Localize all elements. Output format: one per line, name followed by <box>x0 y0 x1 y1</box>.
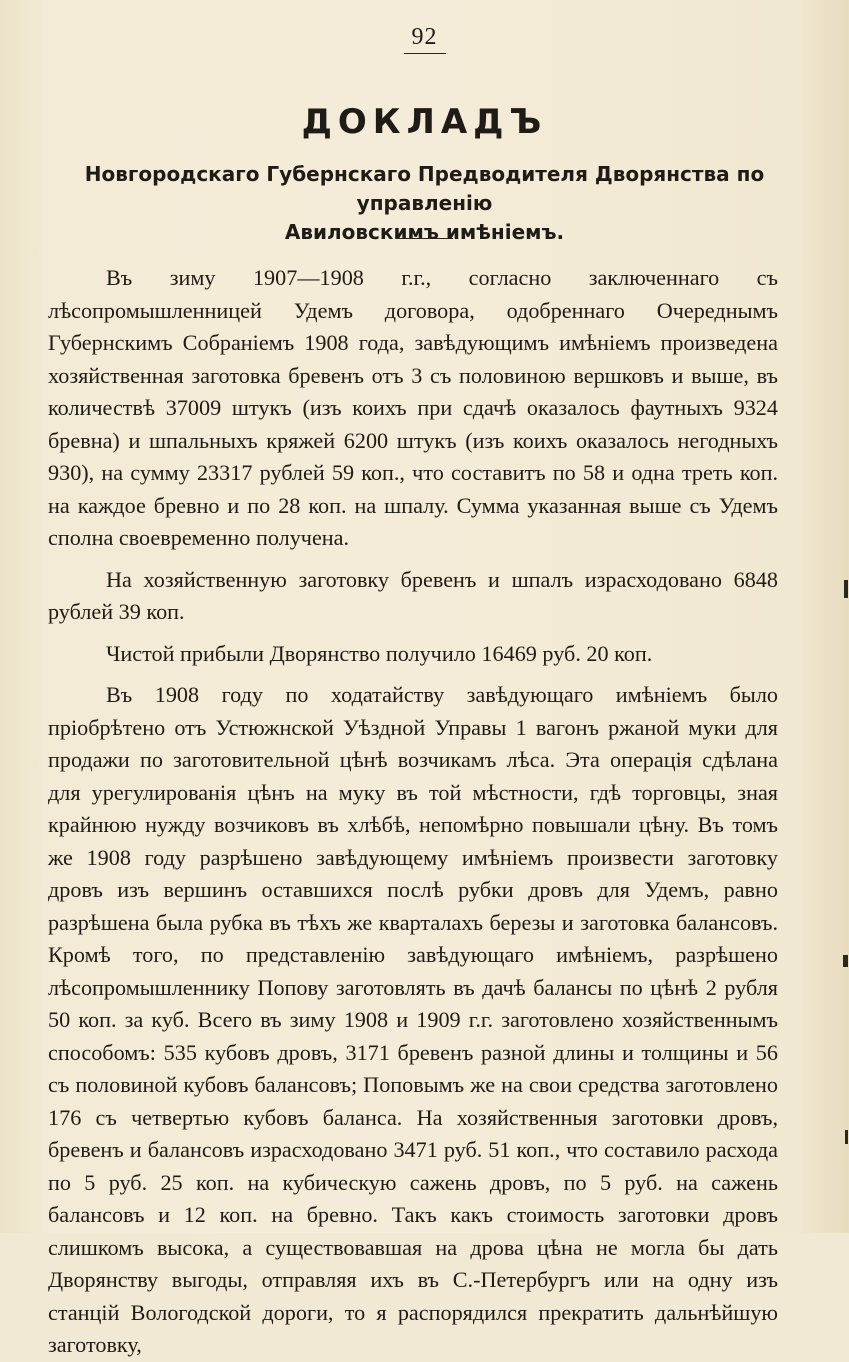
subtitle-line-1: Новгородскаго Губернскаго Предводителя Дворянства по управленію <box>84 162 765 215</box>
title-divider <box>397 238 453 239</box>
page-number <box>0 24 849 54</box>
paragraph: Въ зиму 1907—1908 г.г., согласно заключеннаго съ лѣсопромышленницей Удемъ договора, одобреннаго Очереднымъ Губернскимъ Собраніемъ 1908 года, завѣдующимъ имѣніемъ произведена хозяйственная заготовка бревенъ отъ 3 съ половиною вершковъ и выше, въ количествѣ 37009 штукъ (изъ коихъ при сдачѣ оказалось фаутныхъ 9324 бревна) и шпальныхъ кряжей 6200 штукъ (изъ коихъ оказалось негодныхъ 930), на сумму 23317 рублей 59 коп., что составитъ по 58 и одна треть коп. на каждое бревно и по 28 коп. на шпалу. Сумма указанная выше съ Удемъ сполна своевременно получена. <box>48 265 778 550</box>
paragraph: На хозяйственную заготовку бревенъ и шпалъ израсходовано 6848 рублей 39 коп. <box>48 566 778 624</box>
document-title: ДОКЛАДЪ <box>301 102 548 142</box>
paragraph: Въ 1908 году по ходатайству завѣдующаго имѣніемъ было пріобрѣтено отъ Устюжнской Уѣздной Управы 1 вагонъ ржаной муки для продажи по заготовительной цѣнѣ возчикамъ лѣса. Эта операція сдѣлана для урегулированія цѣнъ на муку въ той мѣстности, гдѣ торговцы, зная крайнюю нужду возчиковъ въ хлѣбѣ, непомѣрно повышали цѣну. Въ томъ же 1908 году разрѣшено завѣдующему имѣніемъ произвести заготовку дровъ изъ вершинъ оставшихся послѣ рубки дровъ для Удемъ, равно разрѣшена была рубка въ тѣхъ же кварталахъ березы и заготовка балансовъ. Кромѣ того, по представленію завѣдующаго имѣніемъ, разрѣшено лѣсопромышленнику Попову заготовлять въ дачѣ балансы по цѣнѣ 2 рубля 50 коп. за куб. Всего въ зиму 1908 и 1909 г.г. заготовлено хозяйственнымъ способомъ: 535 кубовъ дровъ, 3171 бревенъ разной длины и толщины и 56 съ половиной кубовъ балансовъ; Поповымъ же на свои средства заготовлено 176 съ четвертью кубовъ баланса. На хозяйственныя заготовки дровъ, бревенъ и балансовъ израсходовано 3471 руб. 51 коп., что составило расхода по 5 руб. 25 коп. на кубическую сажень дровъ, по 5 руб. на сажень балансовъ и 12 коп. на бревно. Такъ какъ стоимость заготовки дровъ слишкомъ высока, а существовавшая на дрова цѣна не могла бы дать Дворянству выгоды, отправляя ихъ въ С.-Петербургъ или на одну изъ станцій Вологодской дороги, то я распорядился прекратить дальнѣйшую заготовку, <box>48 682 778 1357</box>
paragraph: Чистой прибыли Дворянство получило 16469 руб. 20 коп. <box>106 640 653 666</box>
subtitle-line-2: Авиловскимъ имѣніемъ. <box>284 220 565 244</box>
scan-mark <box>845 1130 848 1144</box>
scan-mark <box>844 580 848 598</box>
scan-mark <box>843 955 848 967</box>
document-subtitle <box>40 160 809 247</box>
page-number-text: 92 <box>404 24 446 54</box>
document-body <box>48 262 778 1362</box>
